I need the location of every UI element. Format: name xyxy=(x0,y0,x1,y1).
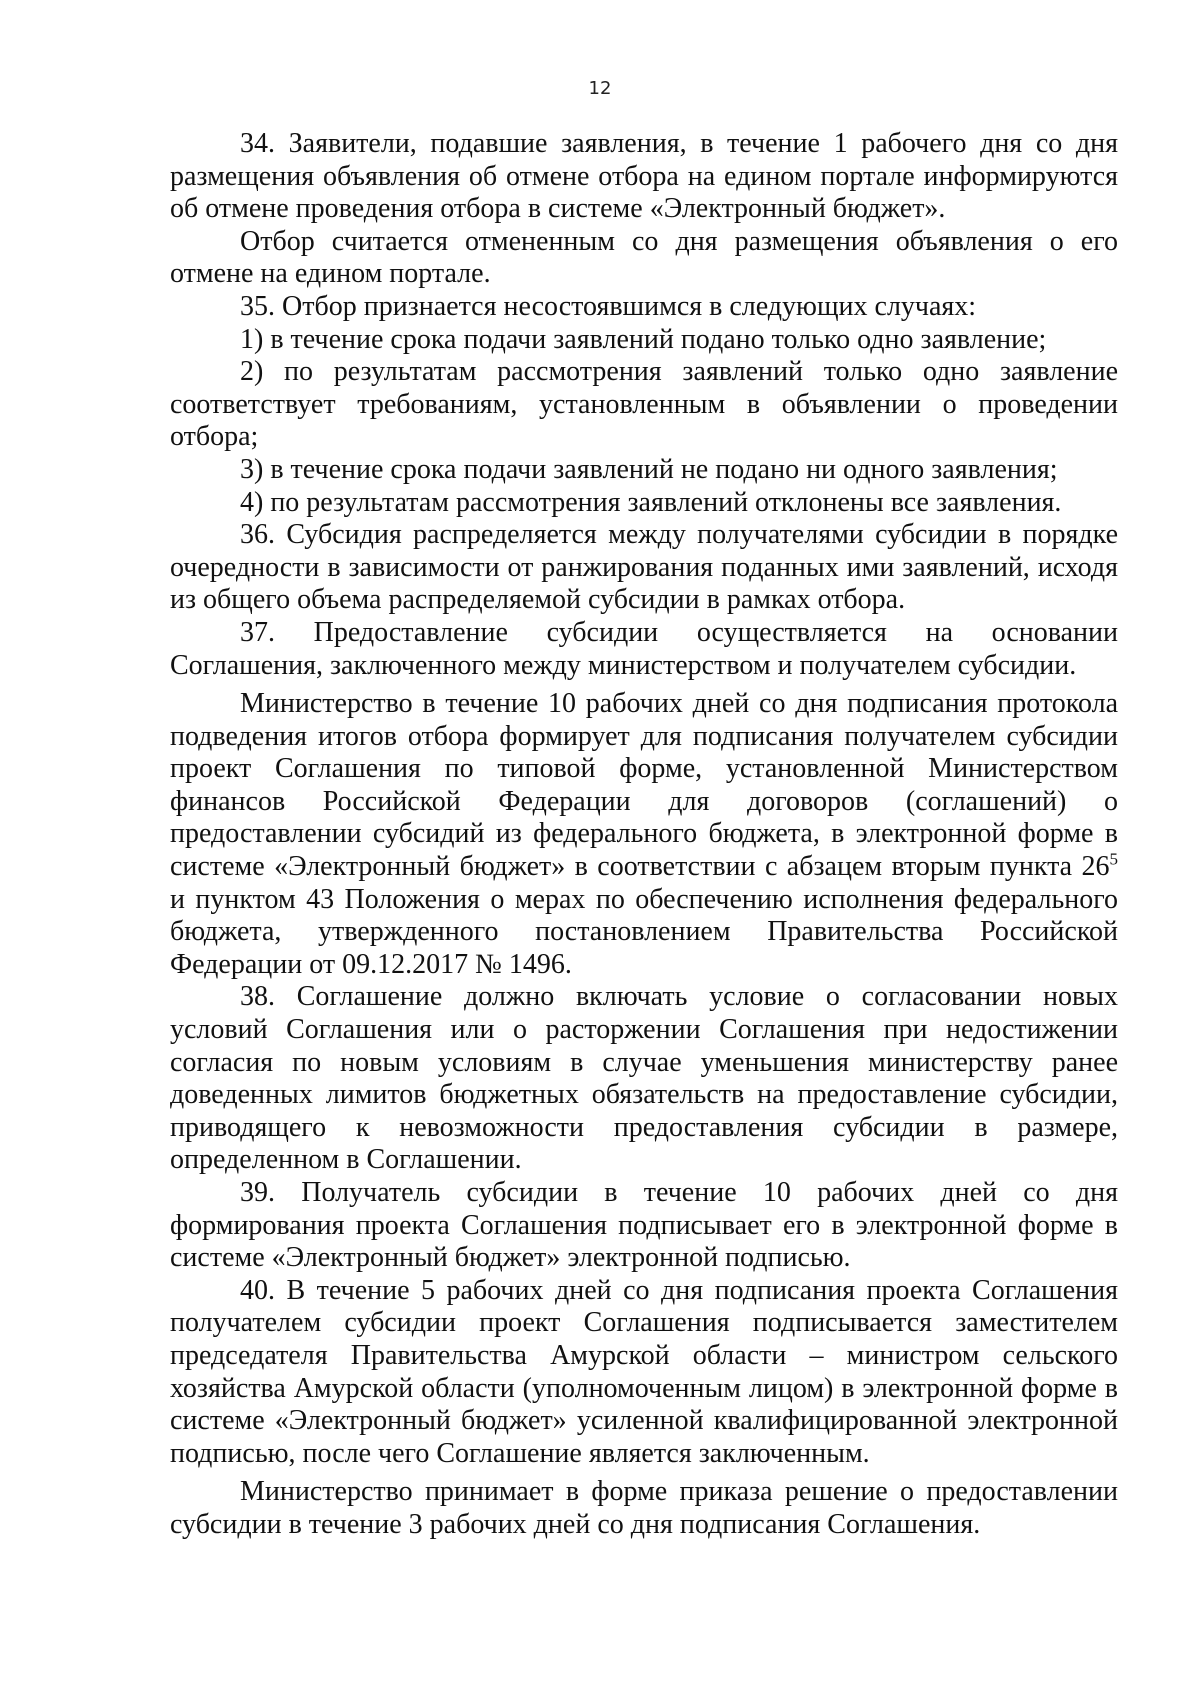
paragraph-38: 38. Соглашение должно включать условие о согласовании новых условий Соглашения или о расторжении Соглашения при недостижении согласия по новым условиям в случае уменьшения министерству ранее доведенных лимитов бюджетных обязательств на предоставление субсидии, приводящего к невозможности предоставления субсидии в размере, определенном в Соглашении. xyxy=(170,981,1118,1176)
footnote-superscript: 5 xyxy=(1109,849,1118,869)
page-number: 12 xyxy=(588,78,612,99)
document-body xyxy=(170,128,1118,1542)
paragraph-37-ministry-text: Министерство в течение 10 рабочих дней со дня подписания протокола подведения итогов отбора формирует для подписания получателем субсидии проект Соглашения по типовой форме, установленной Министерством финансов Российской Федерации для договоров (соглашений) о предоставлении субсидий из федерального бюджета, в электронной форме в системе «Электронный бюджет» в соответствии с абзацем вторым пункта 26 xyxy=(170,688,1118,883)
paragraph-36: 36. Субсидия распределяется между получателями субсидии в порядке очередности в зависимости от ранжирования поданных ими заявлений, исходя из общего объема распределяемой субсидии в рамках отбора. xyxy=(170,519,1118,616)
paragraph-37-ministry-text-cont: и пунктом 43 Положения о мерах по обеспечению исполнения федерального бюджета, утвержденного постановлением Правительства Российской Федерации от 09.12.2017 № 1496. xyxy=(170,883,1118,980)
paragraph-35-item-4: 4) по результатам рассмотрения заявлений отклонены все заявления. xyxy=(240,486,1062,518)
paragraph-39: 39. Получатель субсидии в течение 10 рабочих дней со дня формирования проекта Соглашения подписывает его в электронной форме в системе «Электронный бюджет» электронной подписью. xyxy=(170,1177,1118,1274)
paragraph-34: 34. Заявители, подавшие заявления, в течение 1 рабочего дня со дня размещения объявления об отмене отбора на едином портале информируются об отмене проведения отбора в системе «Электронный бюджет». xyxy=(170,128,1118,225)
paragraph-34-note: Отбор считается отмененным со дня размещения объявления о его отмене на едином портале. xyxy=(170,225,1118,290)
paragraph-35-item-1: 1) в течение срока подачи заявлений подано только одно заявление; xyxy=(240,323,1047,355)
paragraph-37: 37. Предоставление субсидии осуществляется на основании Соглашения, заключенного между министерством и получателем субсидии. xyxy=(170,616,1118,681)
paragraph-37-ministry xyxy=(170,688,1118,981)
paragraph-40-decision: Министерство принимает в форме приказа решение о предоставлении субсидии в течение 3 рабочих дней со дня подписания Соглашения. xyxy=(170,1476,1118,1540)
paragraph-35: 35. Отбор признается несостоявшимся в следующих случаях: xyxy=(240,290,977,322)
paragraph-35-item-2: 2) по результатам рассмотрения заявлений только одно заявление соответствует требованиям, установленным в объявлении о проведении отбора; xyxy=(170,356,1118,453)
paragraph-40: 40. В течение 5 рабочих дней со дня подписания проекта Соглашения получателем субсидии проект Соглашения подписывается заместителем председателя Правительства Амурской области – министром сельского хозяйства Амурской области (уполномоченным лицом) в электронной форме в системе «Электронный бюджет» усиленной квалифицированной электронной подписью, после чего Соглашение является заключенным. xyxy=(170,1274,1118,1469)
paragraph-35-item-3: 3) в течение срока подачи заявлений не подано ни одного заявления; xyxy=(240,453,1058,485)
